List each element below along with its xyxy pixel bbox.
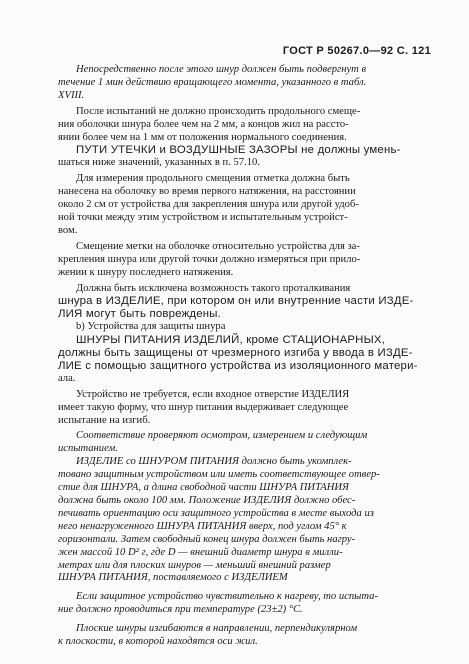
text-line: Если защитное устройство чувствительно к нагреву, то испыта-: [76, 591, 378, 603]
text-line: метрах или для плоских шнуров — меньший внешний размер: [58, 559, 331, 571]
text-line: ЛИЯ могут быть повреждены.: [58, 308, 222, 321]
text-line: Непосредственно после этого шнур должен быть подвергнут в: [76, 64, 367, 75]
text-line: жении к шнуру последнего натяжения.: [58, 266, 234, 278]
text-line: b) Устройства для защиты шнура: [76, 321, 226, 333]
text-line: испытанием.: [58, 443, 118, 455]
text-line: должна быть около 100 мм. Положение ИЗДЕЛИЯ должно обес-: [58, 495, 356, 506]
text-line: к плоскости, в которой находятся оси жил.: [58, 636, 258, 648]
text-line: XVIII.: [58, 89, 85, 101]
text-line: ние должно проводиться при температуре (23±2) °C.: [58, 604, 303, 616]
document-body: [58, 64, 432, 649]
text-line: шаться ниже значений, указанных в п. 57.10.: [58, 157, 260, 169]
text-line: имеет такую форму, что шнур питания выдерживает следующее: [58, 401, 349, 413]
text-line: около 2 см от устройства для закрепления шнура или другой удоб-: [58, 199, 359, 211]
text-line: должны быть защищены от чрезмерного изгиба у ввода в ИЗДЕ-: [58, 347, 413, 360]
text-line: Устройство не требуется, если входное отверстие ИЗДЕЛИЯ: [76, 388, 350, 400]
text-line: шнура в ИЗДЕЛИЕ, при котором он или внутренние части ИЗДЕ-: [58, 295, 414, 308]
text-line: Должна быть исключена возможность такого проталкивания: [76, 282, 351, 294]
text-line: товано защитным устройством или иметь соответствующее отвер-: [58, 469, 380, 481]
text-line: горизонтали. Затем свободный конец шнура должен быть нагру-: [58, 533, 356, 545]
text-line: ной точки между этим устройством и испытательным устройст-: [58, 211, 348, 223]
text-line: ШНУРА ПИТАНИЯ, поставляемого с ИЗДЕЛИЕМ: [58, 572, 288, 584]
text-line: После испытаний не должно происходить продольного смеще-: [76, 105, 361, 117]
text-line: нанесена на оболочку во время первого натяжения, на расстоянии: [58, 186, 356, 198]
text-line: янии более чем на 1 мм от положения нормального соединения.: [58, 131, 347, 143]
text-line: ПУТИ УТЕЧКИ и ВОЗДУШНЫЕ ЗАЗОРЫ не должны умень-: [76, 144, 401, 157]
text-line: ала.: [58, 372, 76, 384]
text-line: вом.: [58, 224, 78, 236]
page-header: ГОСТ Р 50267.0—92 С. 121: [282, 45, 431, 57]
text-line: жен массой 10 D² г, где D — внешний диаметр шнура в милли-: [58, 546, 343, 558]
text-line: крепления шнура или другой точки должно измеряться при прило-: [58, 253, 361, 265]
text-line: Плоские шнуры изгибаются в направлении, перпендикулярном: [76, 623, 358, 635]
text-line: ния оболочки шнура более чем на 2 мм, а концов жил на рассто-: [58, 118, 349, 130]
text-line: печивать ориентацию оси защитного устройства в месте выхода из: [58, 507, 374, 519]
text-line: ИЗДЕЛИЕ со ШНУРОМ ПИТАНИЯ должно быть укомплек-: [76, 456, 352, 468]
text-line: течение 1 мин действию вращающего момента, указанного в табл.: [58, 76, 367, 88]
text-line: стие для ШНУРА, а длина свободной части ШНУРА ПИТАНИЯ: [58, 482, 350, 494]
text-line: испытание на изгиб.: [58, 414, 151, 426]
text-line: него ненагруженного ШНУРА ПИТАНИЯ вверх, под углом 45° к: [58, 520, 347, 532]
text-line: ШНУРЫ ПИТАНИЯ ИЗДЕЛИЙ, кроме СТАЦИОНАРНЫХ,: [76, 334, 386, 347]
text-line: Смещение метки на оболочке относительно устройства для за-: [76, 240, 360, 252]
text-line: Для измерения продольного смещения отметка должна быть: [76, 173, 350, 185]
text-line: Соответствие проверяют осмотром, измерением и следующим: [76, 430, 368, 442]
text-line: ЛИЕ с помощью защитного устройства из изоляционного матери-: [58, 359, 418, 372]
